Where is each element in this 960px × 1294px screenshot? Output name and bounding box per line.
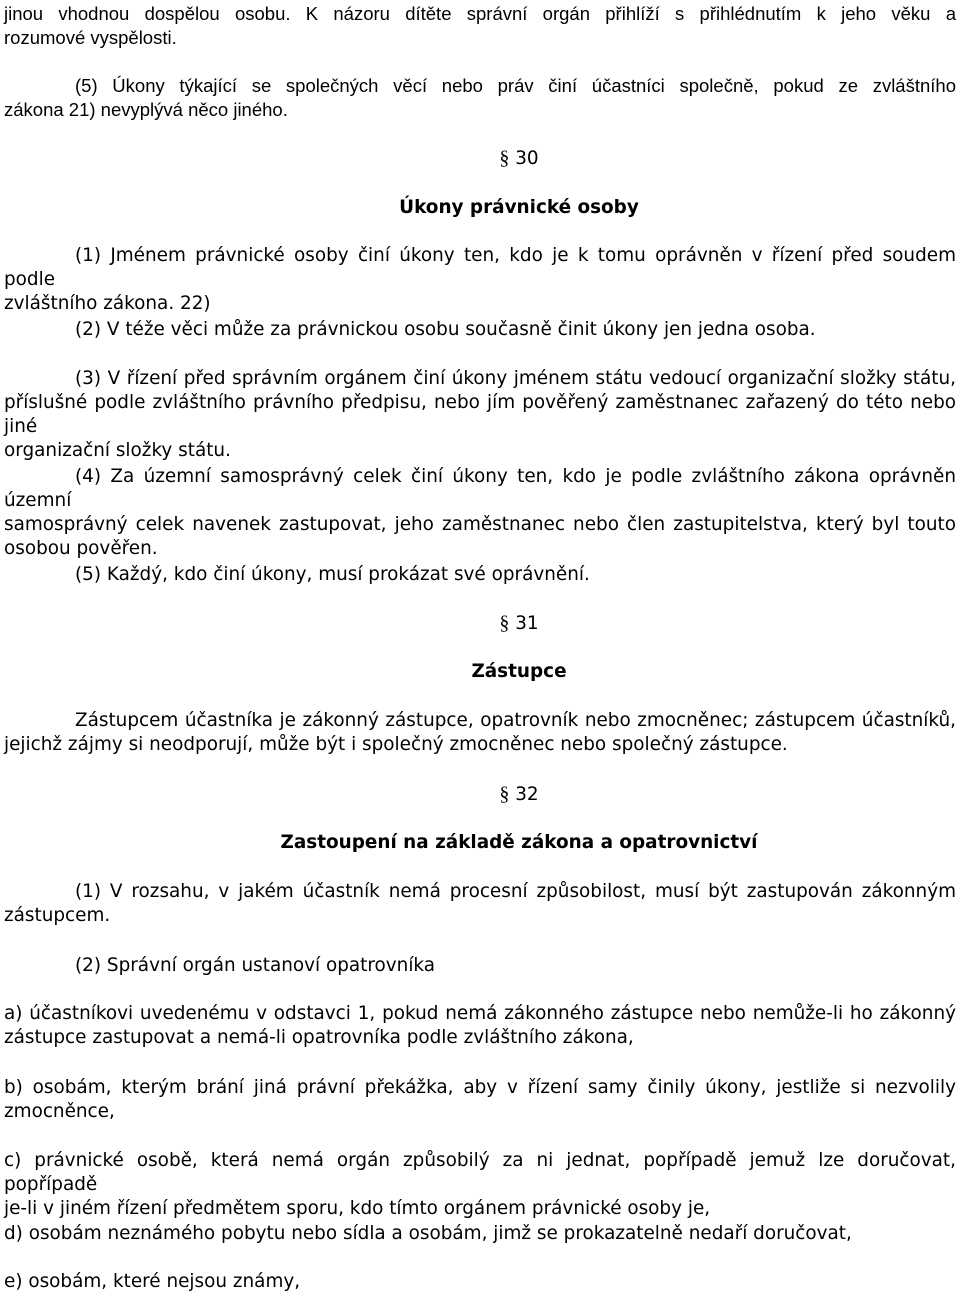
section-number: 31 <box>515 613 539 634</box>
s31-paragraph <box>4 709 956 757</box>
section-number: 30 <box>515 148 539 169</box>
list-item-d <box>4 1222 956 1246</box>
list-item-a <box>4 1002 956 1050</box>
list-item-c <box>4 1149 956 1221</box>
text-line: osobou pověřen. <box>4 538 158 559</box>
paragraph-5-intro <box>4 74 956 122</box>
text-line: zvláštního zákona. 22) <box>4 293 211 314</box>
text-line: organizační složky státu. <box>4 440 231 461</box>
section-31-title: Zástupce <box>471 661 567 682</box>
section-32-title: Zastoupení na základě zákona a opatrovnictví <box>280 832 758 853</box>
text-line: (2) V téže věci může za právnickou osobu současně činit úkony jen jedna osoba. <box>75 319 816 340</box>
text-line: je-li v jiném řízení předmětem sporu, kdo tímto orgánem právnické osoby je, <box>4 1198 711 1219</box>
text-line: e) osobám, které nejsou známy, <box>4 1271 301 1292</box>
text-line: (3) V řízení před správním orgánem činí úkony jménem státu vedoucí organizační složky státu, <box>75 368 956 389</box>
text-line: samosprávný celek navenek zastupovat, jeho zaměstnanec nebo člen zastupitelstva, který byl touto <box>4 514 956 535</box>
section-31-number <box>4 611 960 636</box>
section-30-title: Úkony právnické osoby <box>399 197 639 218</box>
s30-paragraph-4 <box>4 465 956 561</box>
text-line: rozumové vyspělosti. <box>4 27 177 48</box>
text-line: d) osobám neznámého pobytu nebo sídla a osobám, jimž se prokazatelně nedaří doručovat, <box>4 1223 852 1244</box>
text-line: příslušné podle zvláštního právního předpisu, nebo jím pověřený zaměstnanec zařazený do této nebo jiné <box>4 392 956 437</box>
text-line: (5) Úkony týkající se společných věcí nebo práv činí účastníci společně, pokud ze zvláštního <box>75 75 956 96</box>
text-line: (1) Jménem právnické osoby činí úkony ten, kdo je k tomu oprávněn v řízení před soudem podle <box>4 245 956 290</box>
text-line: zástupcem. <box>4 905 111 926</box>
text-line: zástupce zastupovat a nemá-li opatrovníka podle zvláštního zákona, <box>4 1027 634 1048</box>
s30-paragraph-3 <box>4 367 956 463</box>
intro-paragraph <box>4 2 956 50</box>
list-item-b <box>4 1076 956 1124</box>
s32-paragraph-2 <box>4 954 956 978</box>
text-line: zákona 21) nevyplývá něco jiného. <box>4 99 288 120</box>
section-30-number <box>4 146 960 171</box>
text-line: (4) Za územní samosprávný celek činí úkony ten, kdo je podle zvláštního zákona oprávněn územní <box>4 466 956 511</box>
text-line: a) účastníkovi uvedenému v odstavci 1, pokud nemá zákonného zástupce nebo nemůže-li ho zákonný <box>4 1003 956 1024</box>
text-line: (1) V rozsahu, v jakém účastník nemá procesní způsobilost, musí být zastupován zákonným <box>75 881 956 902</box>
section-sign: § <box>499 783 510 805</box>
list-item-e <box>4 1270 956 1294</box>
s30-paragraph-2 <box>4 318 956 342</box>
section-sign: § <box>499 612 510 634</box>
s32-paragraph-1 <box>4 880 956 928</box>
text-line: (5) Každý, kdo činí úkony, musí prokázat své oprávnění. <box>75 564 590 585</box>
section-number: 32 <box>515 784 539 805</box>
text-line: jinou vhodnou dospělou osobu. K názoru dítěte správní orgán přihlíží s přihlédnutím k jeho věku a <box>4 3 956 24</box>
section-32-number <box>4 782 960 807</box>
text-line: zmocněnce, <box>4 1101 115 1122</box>
s30-paragraph-5 <box>4 563 956 587</box>
s30-paragraph-1 <box>4 244 956 316</box>
text-line: c) právnické osobě, která nemá orgán způsobilý za ni jednat, popřípadě jemuž lze doručovat, popřípadě <box>4 1150 956 1195</box>
section-sign: § <box>499 147 510 169</box>
text-line: b) osobám, kterým brání jiná právní překážka, aby v řízení samy činily úkony, jestliže si nezvolily <box>4 1077 956 1098</box>
text-line: Zástupcem účastníka je zákonný zástupce, opatrovník nebo zmocněnec; zástupcem účastníků, <box>75 710 956 731</box>
text-line: jejichž zájmy si neodporují, může být i společný zmocněnec nebo společný zástupce. <box>4 734 788 755</box>
text-line: (2) Správní orgán ustanoví opatrovníka <box>75 955 436 976</box>
